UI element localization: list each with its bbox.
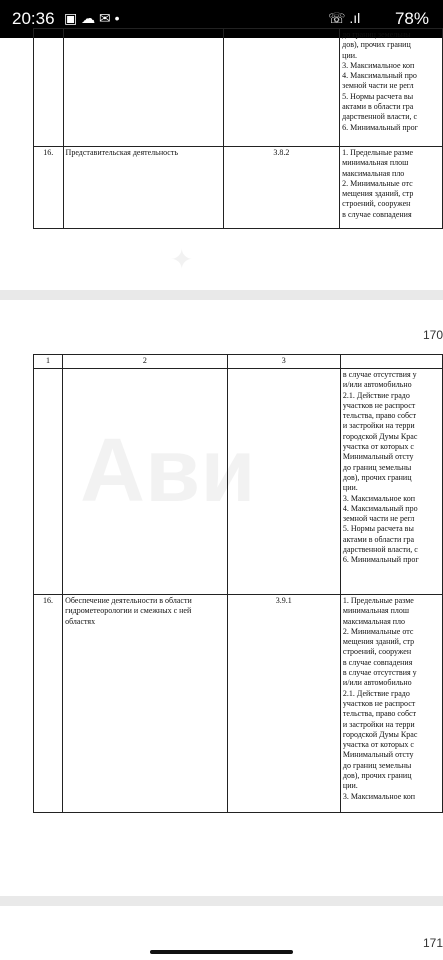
parameter-line: 6. Минимальный прог bbox=[342, 122, 418, 132]
parameter-line: 2.1. Действие градо bbox=[342, 688, 410, 698]
notification-icons: ▣ ☁ ✉ • bbox=[64, 10, 120, 26]
row-name: Представительская деятельность bbox=[63, 147, 223, 229]
parameter-line: актами в области гра bbox=[342, 534, 415, 544]
parameter-line: участков не распрост bbox=[342, 400, 416, 410]
parameter-line: минимальная плош bbox=[342, 158, 409, 168]
parameter-line: 4. Максимальный про bbox=[342, 503, 418, 513]
parameter-line: 2.1. Действие градо bbox=[342, 390, 410, 400]
parameter-line: участка от которых с bbox=[342, 442, 414, 452]
document-page-top[interactable] bbox=[0, 30, 443, 290]
parameter-line: дов), прочих границ bbox=[342, 771, 412, 781]
parameter-line: 6. Минимальный прог bbox=[342, 555, 419, 565]
watermark: ✦ bbox=[170, 244, 194, 275]
parameter-line: в случае отсутствия у bbox=[342, 370, 417, 379]
parameter-line: тельства, право собст bbox=[342, 709, 417, 719]
parameter-line: 1. Предельные разме bbox=[342, 148, 414, 157]
parameter-line: и/или автомобильно bbox=[342, 678, 412, 688]
parameter-line: и/или автомобильно bbox=[342, 380, 412, 390]
parameter-line: до границ земельны bbox=[342, 760, 412, 770]
table-row bbox=[34, 147, 443, 229]
parameter-line: строений, сооружен bbox=[342, 199, 411, 209]
name-line: областях bbox=[65, 616, 96, 626]
parameter-line: актами в области гра bbox=[342, 102, 414, 112]
parameter-line: Минимальный отсту bbox=[342, 750, 414, 760]
parameter-line: до границ земельны bbox=[342, 30, 411, 39]
row-parameters bbox=[340, 595, 442, 813]
parameter-line: земной части не регл bbox=[342, 81, 414, 91]
regulations-table-p1 bbox=[33, 28, 443, 229]
parameter-line: 1. Предельные разме bbox=[342, 596, 414, 605]
row-cont-col4 bbox=[340, 369, 442, 595]
document-page-170[interactable] bbox=[0, 300, 443, 896]
table-row bbox=[34, 595, 443, 813]
parameter-line: максимальная пло bbox=[342, 168, 405, 178]
row-parameters bbox=[340, 147, 443, 229]
parameter-line: участка от которых с bbox=[342, 740, 414, 750]
parameter-line: дов), прочих границ bbox=[342, 40, 411, 50]
signal-icons: ☏ .ıl bbox=[328, 10, 361, 26]
navigation-bar bbox=[0, 946, 443, 960]
parameter-line: максимальная пло bbox=[342, 616, 406, 626]
parameter-line: тельства, право собст bbox=[342, 411, 417, 421]
parameter-line: мещения зданий, стр bbox=[342, 637, 415, 647]
name-line: Обеспечение деятельности в области bbox=[65, 596, 192, 605]
home-gesture-pill[interactable] bbox=[150, 950, 293, 954]
watermark: Ави bbox=[80, 421, 256, 521]
parameter-line: минимальная плош bbox=[342, 606, 410, 616]
row-number: 16. bbox=[34, 147, 64, 229]
parameter-line: городской Думы Крас bbox=[342, 431, 418, 441]
parameter-line: дарственной власти, с bbox=[342, 545, 418, 555]
row-cont-col4 bbox=[340, 29, 443, 147]
parameter-line: 3. Максимальное коп bbox=[342, 493, 416, 503]
parameter-line: дарственной власти, с bbox=[342, 112, 418, 122]
parameter-line: ции. bbox=[342, 50, 358, 60]
parameter-line: мещения зданий, стр bbox=[342, 189, 414, 199]
parameter-line: 3. Максимальное коп bbox=[342, 791, 416, 801]
parameter-line: городской Думы Крас bbox=[342, 729, 418, 739]
parameter-line: земной части не регл bbox=[342, 514, 415, 524]
parameter-line: ции. bbox=[342, 781, 358, 791]
parameter-line: 4. Максимальный про bbox=[342, 71, 417, 81]
clock: 20:36 bbox=[12, 9, 55, 28]
parameter-line: в случае совпадения bbox=[342, 209, 412, 219]
name-line: гидрометеорологии и смежных с ней bbox=[65, 606, 192, 616]
parameter-line: в случае совпадения bbox=[342, 657, 413, 667]
parameter-line: дов), прочих границ bbox=[342, 472, 412, 482]
row-number: 16. bbox=[34, 595, 63, 813]
parameter-line: 5. Нормы расчета вы bbox=[342, 91, 414, 101]
table-header: 1 2 3 bbox=[34, 355, 443, 369]
parameter-line: 2. Минимальные отс bbox=[342, 178, 413, 188]
parameter-line: и застройки на терри bbox=[342, 421, 415, 431]
parameter-line: участков не распрост bbox=[342, 698, 416, 708]
row-code: 3.8.2 bbox=[223, 147, 340, 229]
parameter-line: ции. bbox=[342, 483, 358, 493]
row-name bbox=[63, 595, 228, 813]
parameter-line: и застройки на терри bbox=[342, 719, 415, 729]
parameter-line: 5. Нормы расчета вы bbox=[342, 524, 414, 534]
parameter-line: Минимальный отсту bbox=[342, 452, 414, 462]
row-code: 3.9.1 bbox=[227, 595, 340, 813]
parameter-line: до границ земельны bbox=[342, 462, 412, 472]
parameter-line: строений, сооружен bbox=[342, 647, 412, 657]
page-number: 171 bbox=[422, 936, 443, 950]
parameter-line: 2. Минимальные отс bbox=[342, 626, 414, 636]
page-number: 170 bbox=[422, 328, 443, 342]
battery-level: 78% bbox=[394, 9, 429, 28]
parameter-line: 3. Максимальное коп bbox=[342, 60, 415, 70]
parameter-line: в случае отсутствия у bbox=[342, 668, 417, 678]
